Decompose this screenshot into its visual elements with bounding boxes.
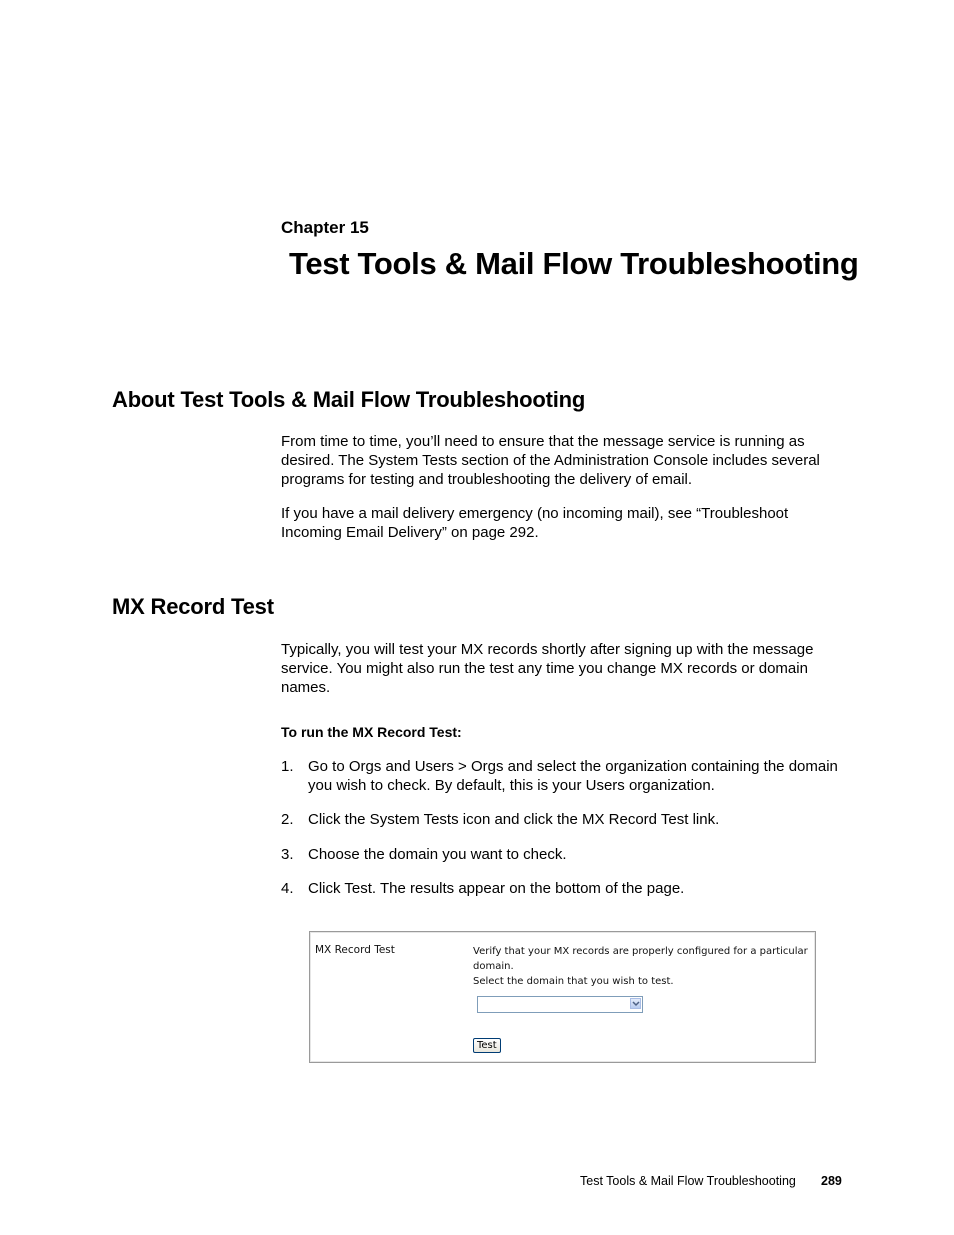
mx-intro-text: Typically, you will test your MX records shortly after signing up with the message service. You might also run the test any time you change MX records or domain names. [281,641,814,696]
mx-intro-paragraph [281,640,851,697]
step-text: Click the System Tests icon and click the MX Record Test link. [308,811,720,828]
step-text: Click Test. The results appear on the bottom of the page. [308,880,685,897]
about-paragraph-2 [281,504,851,542]
page-number: 289 [821,1174,842,1188]
dropdown-button[interactable] [630,998,641,1009]
chapter-label: Chapter 15 [281,218,369,237]
step-text: Choose the domain you want to check. [308,846,567,863]
domain-select[interactable] [477,996,643,1013]
step-number: 2. [281,811,294,828]
step-number: 4. [281,880,294,897]
mx-test-description-line2: Select the domain that you wish to test. [473,976,674,987]
chapter-title: Test Tools & Mail Flow Troubleshooting [289,246,859,281]
mx-test-label: MX Record Test [315,944,395,956]
about-paragraph-1 [281,432,851,489]
section-heading-mx: MX Record Test [112,594,274,619]
step-number: 1. [281,758,294,775]
about-paragraph-1-text: From time to time, you’ll need to ensure that the message service is running as desired. The System Tests section of the Administration Console includes several programs for testing and troubleshooting the delivery of email. [281,433,820,488]
section-heading-about: About Test Tools & Mail Flow Troubleshooting [112,387,586,412]
procedure-heading: To run the MX Record Test: [281,724,462,740]
mx-test-description [473,944,813,989]
mx-test-description-line1: Verify that your MX records are properly configured for a particular domain. [473,946,808,972]
step-text: Go to Orgs and Users > Orgs and select the organization containing the domain you wish to check. By default, this is your Users organization. [308,758,838,794]
footer-title: Test Tools & Mail Flow Troubleshooting [580,1174,796,1188]
about-paragraph-2-text: If you have a mail delivery emergency (no incoming mail), see “Troubleshoot Incoming Email Delivery” on page 292. [281,505,789,541]
chevron-down-icon [632,1001,640,1007]
step-number: 3. [281,846,294,863]
test-button[interactable]: Test [473,1038,501,1053]
mx-record-test-screenshot [309,931,816,1063]
